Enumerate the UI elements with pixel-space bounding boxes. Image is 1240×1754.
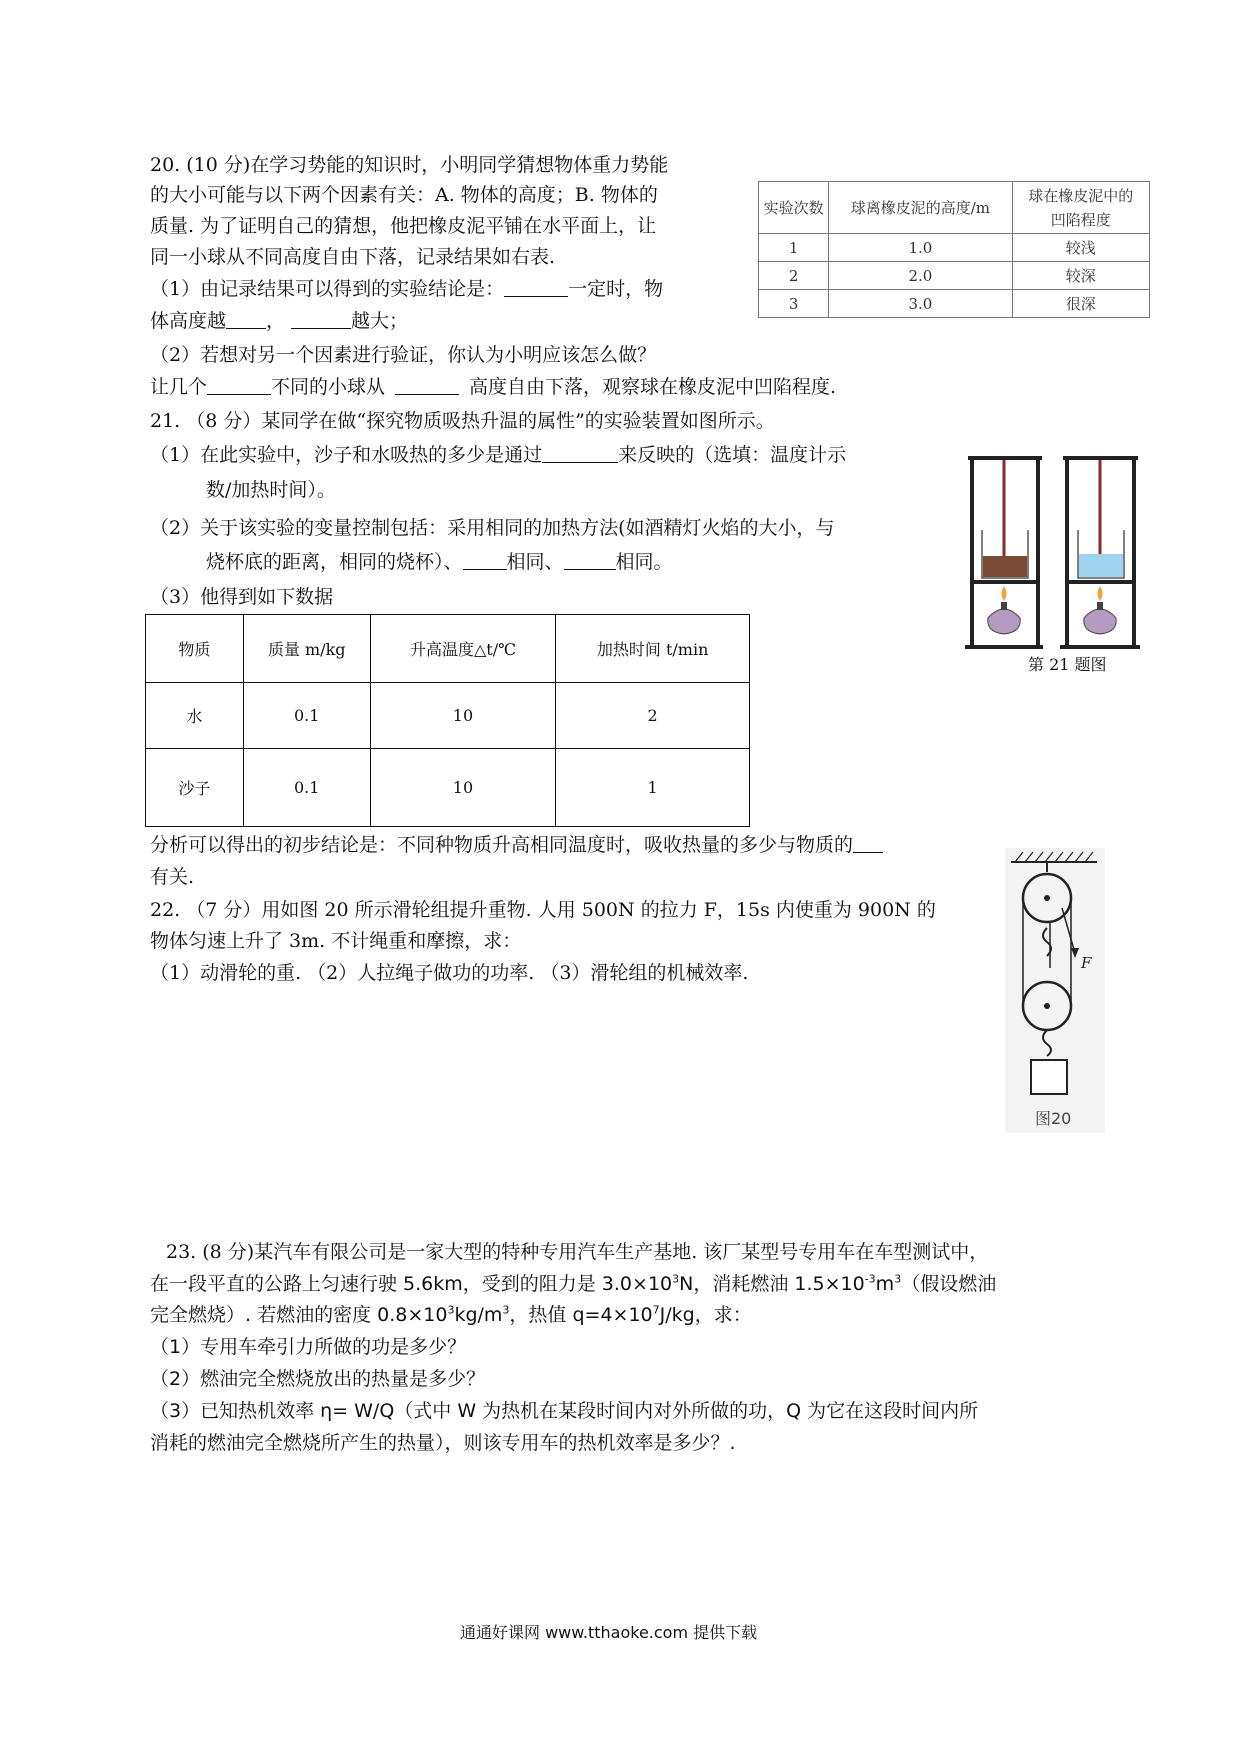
table-header-cell: 物质 <box>146 615 244 683</box>
table-row <box>146 749 750 827</box>
table-header-cell: 升高温度△t/℃ <box>370 615 556 683</box>
q21-part-2: （2）关于该实验的变量控制包括：采用相同的加热方法(如酒精灯火焰的大小，与 <box>150 517 835 539</box>
water-apparatus <box>1060 456 1140 649</box>
q21-conclusion: 分析可以得出的初步结论是：不同种物质升高相同温度时，吸收热量的多少与物质的 <box>150 830 883 860</box>
q22-line-2: 物体匀速上升了 3m. 不计绳重和摩擦，求： <box>150 930 522 952</box>
q23-line-4: （1）专用车牵引力所做的功是多少？ <box>150 1336 467 1358</box>
q23-line-1: 23. (8 分)某汽车有限公司是一家大型的特种专用汽车生产基地. 该厂某型号专用车在车型测试中， <box>166 1241 989 1263</box>
table-cell: 水 <box>146 683 244 749</box>
q22-figure-caption: 图20 <box>1035 1109 1072 1128</box>
table-row <box>146 683 750 749</box>
table-cell: 2.0 <box>829 262 1012 290</box>
answer-blank[interactable] <box>291 308 351 329</box>
q20-line-3: 质量. 为了证明自己的猜想，他把橡皮泥平铺在水平面上，让 <box>150 215 657 237</box>
pulley-system-figure <box>1005 848 1105 1133</box>
q20-part-1-cont: 体高度越 ， 越大； <box>150 310 409 332</box>
table-cell: 1 <box>556 749 750 827</box>
q21-part-1: （1）在此实验中，沙子和水吸热的多少是通过 来反映的（选填：温度计示 <box>150 444 847 466</box>
q21-part-3: （3）他得到如下数据 <box>150 586 334 608</box>
q23-line-2: 在一段平直的公路上匀速行驶 5.6km，受到的阻力是 $3.0\times 10^3N$，消耗燃油 $1.5\times 10^{-3}m^3$（假设燃油 <box>150 1272 997 1295</box>
table-header-cell: 球离橡皮泥的高度/m <box>829 182 1012 234</box>
table-header-row <box>759 182 1150 234</box>
table-cell: 3.0 <box>829 290 1012 318</box>
q23-line-5: （2）燃油完全燃烧放出的热量是多少？ <box>150 1368 486 1390</box>
q21-conclusion-cont: 有关. <box>150 866 195 888</box>
q23-line-3: 完全燃烧）. 若燃油的密度 $0.8\times 10^3kg/m^3$，热值 $q=4\times 10^7J/kg$，求： <box>150 1303 752 1326</box>
q22-line-3: （1）动滑轮的重. （2）人拉绳子做功的功率. （3）滑轮组的机械效率. <box>150 962 749 984</box>
table-cell: 较深 <box>1012 262 1150 290</box>
table-header-cell: 质量 m/kg <box>243 615 370 683</box>
force-label: F <box>1081 954 1092 972</box>
answer-blank[interactable] <box>207 374 271 395</box>
answer-blank[interactable] <box>853 832 883 853</box>
q22-line-1: 22. （7 分）用如图 20 所示滑轮组提升重物. 人用 500N 的拉力 F，15s 内使重为 900N 的 <box>150 899 936 921</box>
q20-line-4: 同一小球从不同高度自由下落，记录结果如右表. <box>150 246 556 268</box>
table-cell: 0.1 <box>243 683 370 749</box>
table-cell: 10 <box>370 749 556 827</box>
table-cell: 2 <box>556 683 750 749</box>
table-cell: 10 <box>370 683 556 749</box>
q23-line-7: 消耗的燃油完全燃烧所产生的热量），则该专用车的热机效率是多少？. <box>150 1432 736 1454</box>
answer-blank[interactable] <box>504 276 568 297</box>
q20-line-1: 20. (10 分)在学习势能的知识时，小明同学猜想物体重力势能 <box>150 154 669 176</box>
q21-figure-caption: 第 21 题图 <box>1028 655 1107 674</box>
answer-blank[interactable] <box>542 442 618 463</box>
q20-part-2-answer: 让几个 不同的小球从 高度自由下落，观察球在橡皮泥中凹陷程度. <box>150 376 837 398</box>
answer-blank[interactable] <box>463 549 507 570</box>
q23-line-6: （3）已知热机效率 η= W/Q（式中 W 为热机在某段时间内对外所做的功，Q 为它在这段时间内所 <box>150 1400 979 1422</box>
table-header-cell: 加热时间 t/min <box>556 615 750 683</box>
table-header-row <box>146 615 750 683</box>
table-cell: 沙子 <box>146 749 244 827</box>
table-cell: 较浅 <box>1012 234 1150 262</box>
table-cell: 1.0 <box>829 234 1012 262</box>
q21-data-table <box>145 614 750 827</box>
table-header-cell: 球在橡皮泥中的凹陷程度 <box>1012 182 1150 234</box>
q21-part-2-cont: 烧杯底的距离，相同的烧杯）、 相同、 相同。 <box>206 551 673 573</box>
sand-apparatus <box>965 456 1043 649</box>
table-cell: 1 <box>759 234 829 262</box>
page-footer: 通通好课网 www.tthaoke.com 提供下载 <box>460 1623 758 1642</box>
answer-blank[interactable] <box>395 374 459 395</box>
answer-blank[interactable] <box>564 549 616 570</box>
table-row <box>759 234 1150 262</box>
answer-blank[interactable] <box>226 308 266 329</box>
table-row <box>759 290 1150 318</box>
q21-part-1-cont: 数/加热时间）。 <box>206 479 336 501</box>
table-row <box>759 262 1150 290</box>
table-cell: 0.1 <box>243 749 370 827</box>
table-cell: 3 <box>759 290 829 318</box>
table-header-cell: 实验次数 <box>759 182 829 234</box>
heating-apparatus-figure <box>960 450 1150 650</box>
table-cell: 很深 <box>1012 290 1150 318</box>
q20-part-2: （2）若想对另一个因素进行验证，你认为小明应该怎么做？ <box>150 344 657 366</box>
table-cell: 2 <box>759 262 829 290</box>
q20-line-2: 的大小可能与以下两个因素有关：A. 物体的高度；B. 物体的 <box>150 184 658 206</box>
q20-record-table <box>758 181 1150 318</box>
q21-title: 21. （8 分）某同学在做“探究物质吸热升温的属性”的实验装置如图所示。 <box>150 410 775 432</box>
q20-part-1: （1）由记录结果可以得到的实验结论是： 一定时，物 <box>150 278 664 300</box>
